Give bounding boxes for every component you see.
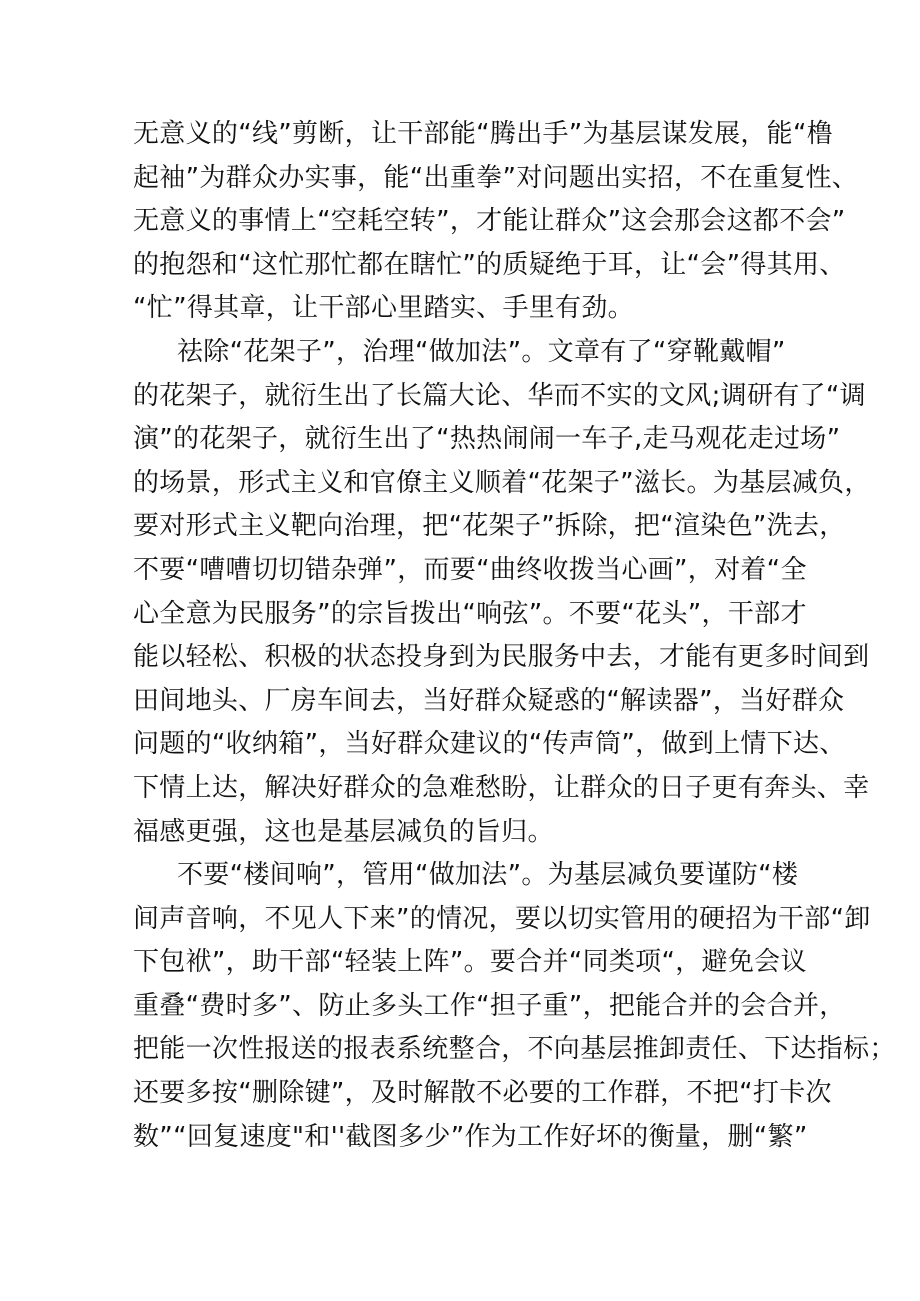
text-line: 数”“回复速度"和''截图多少”作为工作好坏的衡量，删“繁” [133,1121,808,1152]
text-line: 无意义的“线”剪断，让干部能“腾出手”为基层谋发展，能“橹 [133,119,834,149]
text-line: 能以轻松、积极的状态投身到为民服务中去，才能有更多时间到 [133,642,870,673]
text-line: “忙”得其章，让干部心里踏实、手里有劲。 [133,293,634,324]
article-body [133,113,896,1159]
text-line: 重叠“费时多”、防止多头工作“担子重”，把能合并的会合并， [133,990,846,1021]
text-line: 无意义的事情上“空耗空转”，才能让群众”这会那会这都不会” [133,206,846,237]
text-line: 下包袱”，助干部“轻装上阵”。要合并“同类项“，避免会议 [133,947,807,978]
text-line: 演”的花架子，就衍生出了“热热闹闹一车子,走马观花走过场” [133,424,841,455]
text-line: 问题的“收纳箱”，当好群众建议的“传声筒”，做到上情下达、 [133,729,846,760]
text-line: 心全意为民服务”的宗旨拨出“响弦”。不要“花头”，干部才 [133,598,807,629]
text-line: 福感更强，这也是基层减负的旨归。 [133,816,554,847]
paragraph-start-line: 祛除“花架子”，治理“做加法”。文章有了“穿靴戴帽” [177,336,786,367]
text-line: 田间地头、厂房车间去，当好群众疑惑的“解读器”，当好群众 [133,685,845,716]
text-line: 起袖”为群众办实事，能“出重拳”对问题出实招，不在重复性、 [133,162,859,193]
text-line: 的场景，形式主义和官僚主义顺着“花架子”滋长。为基层减负， [133,467,871,498]
text-line: 间声音响，不见人下来”的情况，要以切实管用的硬招为干部“卸 [133,903,871,934]
text-line: 不要“嘈嘈切切错杂弹”，而要“曲终收拨当心画”，对着“全 [133,554,807,585]
text-line: 把能一次性报送的报表系统整合，不向基层推卸责任、下达指标； [133,1034,896,1065]
text-line: 还要多按“删除键”，及时解散不必要的工作群，不把“打卡次 [133,1078,832,1109]
text-line: 下情上达，解决好群众的急难愁盼，让群众的日子更有奔头、幸 [133,772,870,803]
text-line: 要对形式主义靶向治理，把“花架子”拆除，把“渲染色”洗去， [133,511,846,542]
paragraph-start-line: 不要“楼间响”，管用“做加法”。为基层减负要谨防“楼 [177,860,799,891]
text-line: 的花架子，就衍生出了长篇大论、华而不实的文风;调研有了“调 [133,380,866,411]
text-line: 的抱怨和“这忙那忙都在瞎忙”的质疑绝于耳，让“会”得其用、 [133,249,846,280]
